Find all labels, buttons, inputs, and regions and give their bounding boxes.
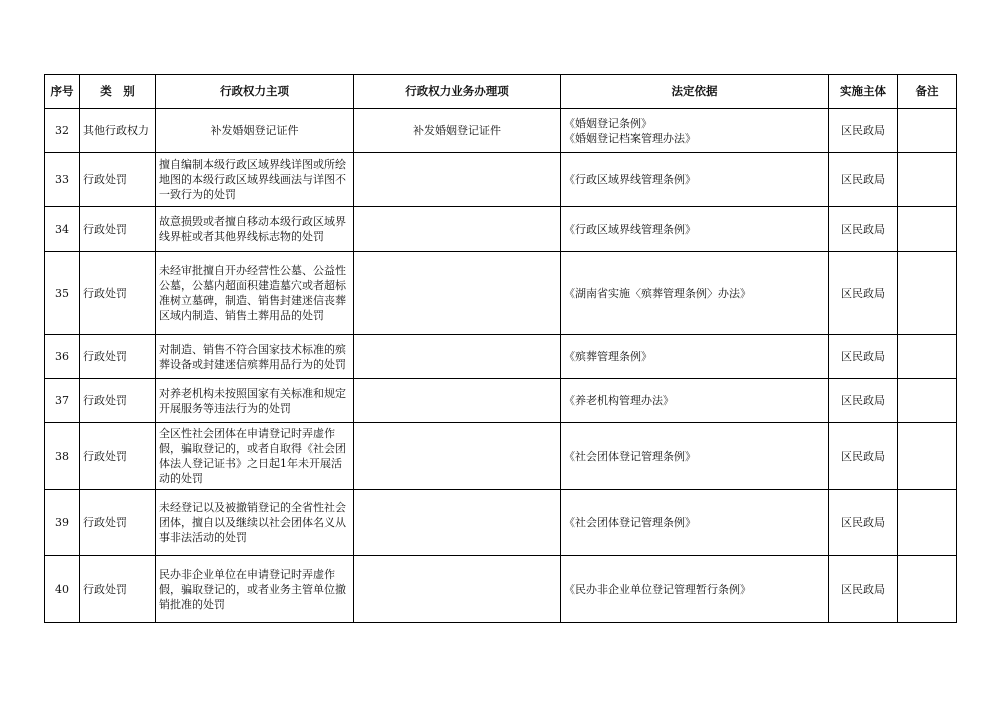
row-remark: [898, 252, 957, 335]
row-item: 故意损毁或者擅自移动本级行政区域界线界桩或者其他界线标志物的处罚: [156, 207, 354, 252]
row-subject: 区民政局: [829, 423, 898, 490]
row-category: 行政处罚: [80, 423, 156, 490]
row-category: 其他行政权力: [80, 109, 156, 153]
row-subject: 区民政局: [829, 490, 898, 556]
row-subject: 区民政局: [829, 556, 898, 623]
table-row: [45, 153, 957, 207]
row-remark: [898, 379, 957, 423]
table-row: [45, 490, 957, 556]
table-row: [45, 335, 957, 379]
row-category: 行政处罚: [80, 153, 156, 207]
row-sub-item: [354, 335, 561, 379]
row-no: 37: [45, 379, 80, 423]
table-row: [45, 556, 957, 623]
row-category: 行政处罚: [80, 207, 156, 252]
row-basis: [561, 335, 829, 379]
row-basis: [561, 490, 829, 556]
row-basis: [561, 556, 829, 623]
row-sub-item: 补发婚姻登记证件: [354, 109, 561, 153]
row-item: 补发婚姻登记证件: [156, 109, 354, 153]
table-row: [45, 207, 957, 252]
row-remark: [898, 335, 957, 379]
row-basis: [561, 379, 829, 423]
basis-line: 《湖南省实施〈殡葬管理条例〉办法》: [564, 286, 751, 300]
basis-line: 《行政区域界线管理条例》: [564, 173, 696, 186]
row-sub-item: [354, 423, 561, 490]
row-no: 32: [45, 109, 80, 153]
row-item: 对制造、销售不符合国家技术标准的殡葬设备或封建迷信殡葬用品行为的处罚: [156, 335, 354, 379]
power-list-table: [44, 74, 957, 623]
row-item: 民办非企业单位在申请登记时弄虚作假，骗取登记的，或者业务主管单位撤销批准的处罚: [156, 556, 354, 623]
table-row: [45, 109, 957, 153]
basis-line: 《民办非企业单位登记管理暂行条例》: [564, 582, 751, 596]
header-subject: 实施主体: [829, 75, 898, 109]
table-row: [45, 379, 957, 423]
table-row: [45, 252, 957, 335]
row-basis: [561, 252, 829, 335]
row-category: 行政处罚: [80, 379, 156, 423]
row-subject: 区民政局: [829, 153, 898, 207]
header-basis: 法定依据: [561, 75, 829, 109]
row-no: 40: [45, 556, 80, 623]
row-sub-item: [354, 379, 561, 423]
row-remark: [898, 153, 957, 207]
row-category: 行政处罚: [80, 252, 156, 335]
basis-line: 《养老机构管理办法》: [564, 394, 674, 407]
row-basis: [561, 423, 829, 490]
row-basis: [561, 207, 829, 252]
basis-line: 《社会团体登记管理条例》: [564, 516, 696, 529]
row-subject: 区民政局: [829, 335, 898, 379]
basis-line: 《婚姻登记档案管理办法》: [564, 131, 696, 145]
row-sub-item: [354, 207, 561, 252]
header-category: 类 别: [80, 75, 156, 109]
row-sub-item: [354, 490, 561, 556]
header-remark: 备注: [898, 75, 957, 109]
row-basis: [561, 109, 829, 153]
table-row: [45, 423, 957, 490]
row-item: 全区性社会团体在申请登记时弄虚作假，骗取登记的，或者自取得《社会团体法人登记证书》之日起1年未开展活动的处罚: [156, 423, 354, 490]
header-no: 序号: [45, 75, 80, 109]
row-remark: [898, 556, 957, 623]
header-sub-item: 行政权力业务办理项: [354, 75, 561, 109]
row-basis: [561, 153, 829, 207]
row-category: 行政处罚: [80, 556, 156, 623]
header-row: [45, 75, 957, 109]
row-sub-item: [354, 556, 561, 623]
row-sub-item: [354, 153, 561, 207]
row-subject: 区民政局: [829, 207, 898, 252]
row-item: 擅自编制本级行政区域界线详图或所绘地图的本级行政区域界线画法与详图不一致行为的处罚: [156, 153, 354, 207]
basis-line: 《婚姻登记条例》: [564, 116, 652, 130]
row-subject: 区民政局: [829, 252, 898, 335]
row-item: 对养老机构未按照国家有关标准和规定开展服务等违法行为的处罚: [156, 379, 354, 423]
row-remark: [898, 207, 957, 252]
row-item: 未经审批擅自开办经营性公墓、公益性公墓，公墓内超面积建造墓穴或者超标准树立墓碑，制造、销售封建迷信丧葬区域内制造、销售土葬用品的处罚: [156, 252, 354, 335]
basis-line: 《行政区域界线管理条例》: [564, 222, 696, 236]
row-no: 39: [45, 490, 80, 556]
header-item: 行政权力主项: [156, 75, 354, 109]
row-item: 未经登记以及被撤销登记的全省性社会团体，擅自以及继续以社会团体名义从事非法活动的处罚: [156, 490, 354, 556]
row-no: 33: [45, 153, 80, 207]
basis-line: 《社会团体登记管理条例》: [564, 449, 696, 463]
row-no: 38: [45, 423, 80, 490]
basis-line: 《殡葬管理条例》: [564, 350, 652, 363]
row-remark: [898, 109, 957, 153]
row-subject: 区民政局: [829, 109, 898, 153]
row-remark: [898, 490, 957, 556]
row-no: 35: [45, 252, 80, 335]
row-remark: [898, 423, 957, 490]
row-no: 36: [45, 335, 80, 379]
row-category: 行政处罚: [80, 335, 156, 379]
row-subject: 区民政局: [829, 379, 898, 423]
row-sub-item: [354, 252, 561, 335]
row-category: 行政处罚: [80, 490, 156, 556]
row-no: 34: [45, 207, 80, 252]
